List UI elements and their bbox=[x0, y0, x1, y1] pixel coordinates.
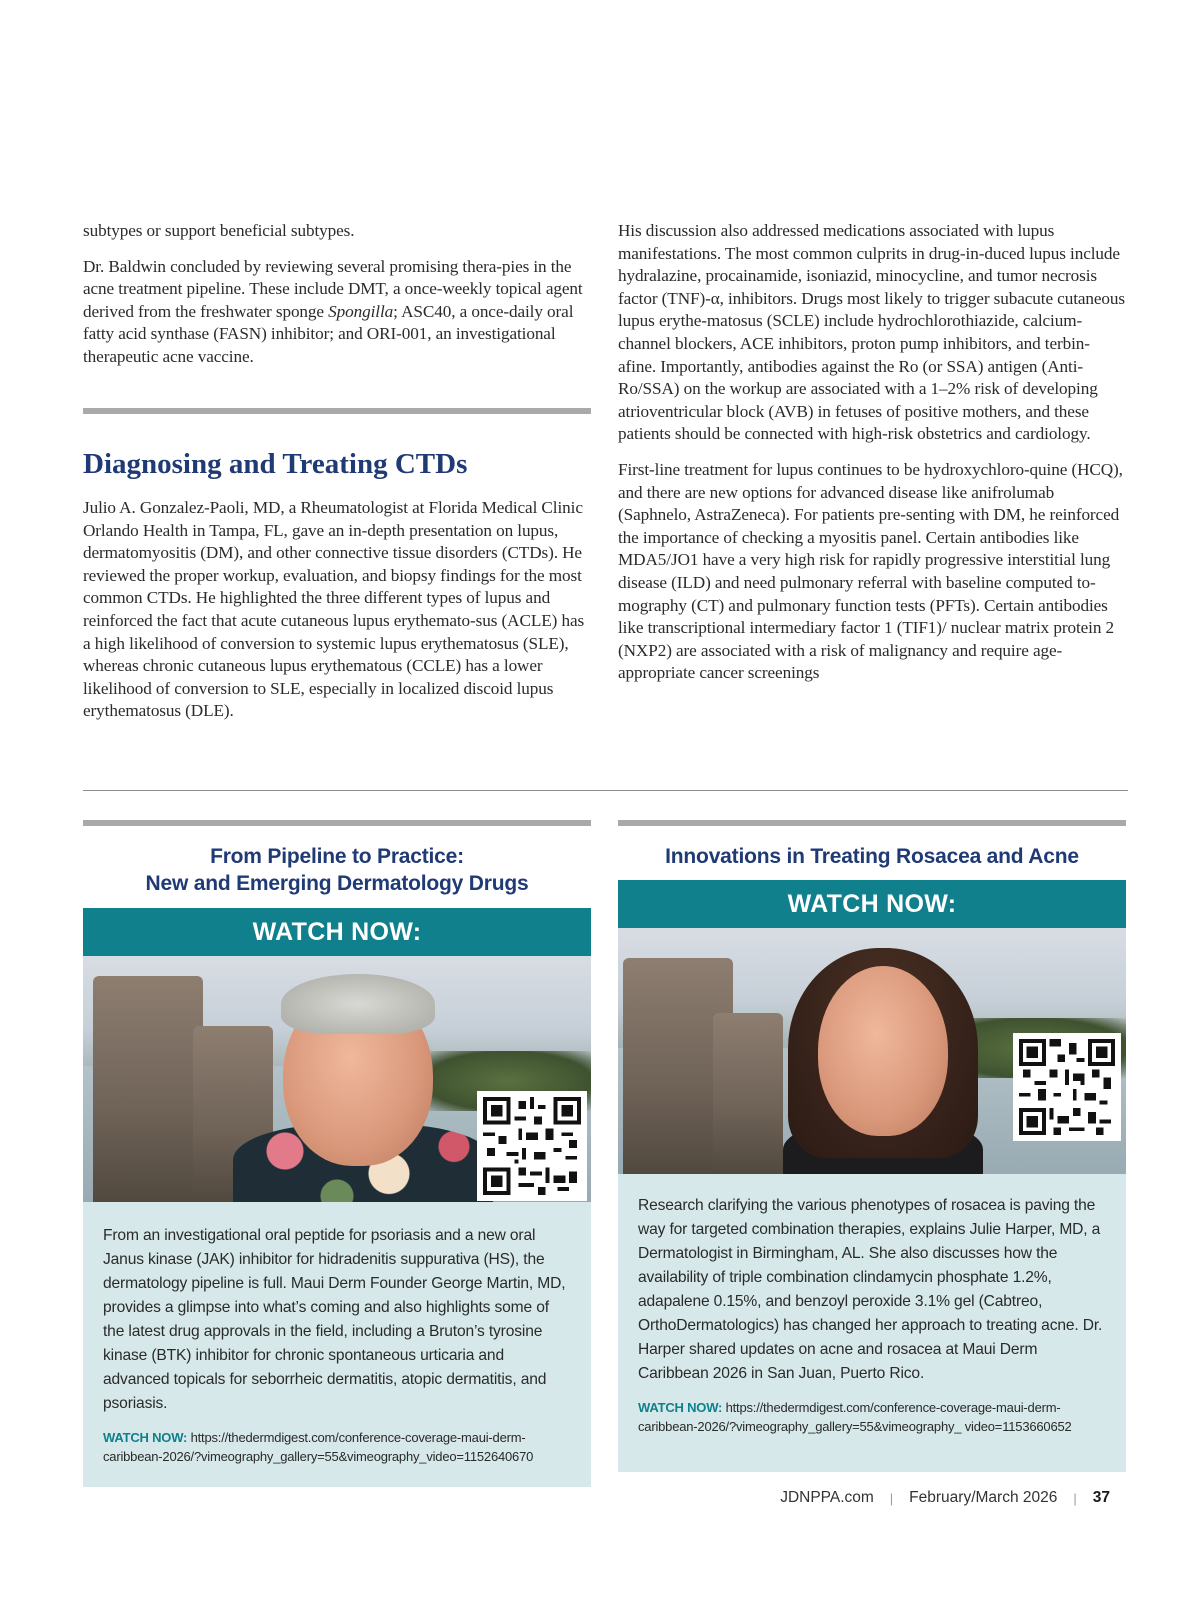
left-para-2-b: ; ASC40, a once-daily oral fatty acid synthase (FASN) inhibitor; and ORI-001, an investigational therapeutic acne vaccine. bbox=[83, 301, 574, 366]
julie-harper-photo[interactable] bbox=[618, 928, 1126, 1174]
page-number: 37 bbox=[1092, 1489, 1110, 1506]
right-para-2: First-line treatment for lupus continues to be hydroxychloro-quine (HCQ), and there are new options for advanced disease like anifrolumab (Saphnelo, AstraZeneca). For patients pre-senting with DM, he reinforced the importance of checking a myositis panel. Certain antibodies like MDA5/JO1 have a very high risk for rapidly progressive interstitial lung disease (ILD) and need pulmonary referral with baseline computed to-mography (CT) and pulmonary function tests (PFTs). Certain antibodies like transcriptional intermediary factor 1 (TIF1)/ nuclear matrix protein 2 (NXP2) are associated with a risk of malignancy and require age-appropriate cancer screenings bbox=[618, 459, 1123, 683]
footer-issue: February/March 2026 bbox=[909, 1489, 1058, 1506]
page-divider bbox=[83, 790, 1128, 791]
box-right-link-label: WATCH NOW: bbox=[638, 1400, 723, 1415]
left-column-lower bbox=[83, 497, 591, 736]
george-martin-photo[interactable] bbox=[83, 956, 591, 1202]
qr-code-icon[interactable] bbox=[1013, 1033, 1121, 1141]
box-left-link-url[interactable]: https://thedermdigest.com/conference-coverage-maui-derm-caribbean-2026/?vimeography_gallery=55&vimeography_video=1152640670 bbox=[103, 1430, 534, 1464]
box-right-body bbox=[618, 1174, 1126, 1472]
section-divider bbox=[83, 408, 591, 414]
qr-code-icon[interactable] bbox=[477, 1091, 587, 1201]
left-column bbox=[83, 220, 591, 382]
box-right-watch-banner[interactable]: WATCH NOW: bbox=[618, 880, 1126, 928]
box-left-link[interactable] bbox=[103, 1428, 571, 1466]
left-para-1: subtypes or support beneficial subtypes. bbox=[83, 221, 355, 240]
box-right-top-rule bbox=[618, 820, 1126, 826]
footer-separator: | bbox=[1073, 1490, 1077, 1506]
left-para-2-italic: Spongilla bbox=[328, 301, 394, 321]
box-right-link[interactable] bbox=[638, 1398, 1106, 1436]
box-left-title-line2: New and Emerging Dermatology Drugs bbox=[145, 872, 529, 895]
box-left-watch-banner[interactable]: WATCH NOW: bbox=[83, 908, 591, 956]
box-left-title-line1: From Pipeline to Practice: bbox=[210, 845, 464, 868]
left-para-2 bbox=[83, 256, 591, 369]
box-left-link-label: WATCH NOW: bbox=[103, 1430, 188, 1445]
left-para-2-a: Dr. Baldwin concluded by reviewing several promising thera-pies in the acne treatment pipeline. These include DMT, a once-weekly topical agent derived from the freshwater sponge bbox=[83, 256, 583, 321]
footer-separator: | bbox=[889, 1490, 894, 1506]
box-left-title bbox=[83, 843, 591, 897]
box-right-description: Research clarifying the various phenotypes of rosacea is paving the way for targeted combination therapies, explains Julie Harper, MD, a Dermatologist in Birmingham, AL. She also discusses how the availability of triple combination clindamycin phosphate 1.2%, adapalene 0.15%, and benzoyl peroxide 3.1% gel (Cabtreo, OrthoDermatologics) has changed her approach to treating acne. Dr. Harper shared updates on acne and rosacea at Maui Derm Caribbean 2026 in San Juan, Puerto Rico. bbox=[638, 1197, 1103, 1382]
right-column bbox=[618, 220, 1126, 698]
box-right-link-url[interactable]: https://thedermdigest.com/conference-coverage-maui-derm-caribbean-2026/?vimeography_gallery=55&vimeography_ video=1153660652 bbox=[638, 1400, 1072, 1434]
box-left-top-rule bbox=[83, 820, 591, 826]
page-footer bbox=[780, 1489, 1110, 1507]
box-right-title: Innovations in Treating Rosacea and Acne bbox=[665, 845, 1079, 868]
left-para-3: Julio A. Gonzalez-Paoli, MD, a Rheumatologist at Florida Medical Clinic Orlando Health in Tampa, FL, gave an in-depth presentation on lupus, dermatomyositis (DM), and other connective tissue disorders (CTDs). He reviewed the proper workup, evaluation, and biopsy findings for the most common CTDs. He highlighted the three different types of lupus and reinforced the fact that acute cutaneous lupus erythemato-sus (ACLE) has a high likelihood of conversion to systemic lupus erythematosus (SLE), whereas chronic cutaneous lupus erythematous (CCLE) has a lower likelihood of conversion to SLE, especially in localized discoid lupus erythematosus (DLE). bbox=[83, 498, 585, 721]
section-heading: Diagnosing and Treating CTDs bbox=[83, 448, 468, 480]
right-para-1: His discussion also addressed medications associated with lupus manifestations. The most common culprits in drug-in-duced lupus include hydralazine, procainamide, isoniazid, minocycline, and tumor necrosis factor (TNF)-α, inhibitors. Drugs most likely to trigger subacute cutaneous lupus erythe-matosus (SCLE) include hydrochlorothiazide, calcium-channel blockers, ACE inhibitors, proton pump inhibitors, and terbin-afine. Importantly, antibodies against the Ro (or SSA) antigen (Anti-Ro/SSA) on the workup are associated with a 1–2% risk of developing atrioventricular block (AVB) in fetuses of positive mothers, and these patients should be connected with high-risk obstetrics and cardiology. bbox=[618, 221, 1125, 444]
box-left-description: From an investigational oral peptide for psoriasis and a new oral Janus kinase (JAK) inhibitor for hidradenitis suppurativa (HS), the dermatology pipeline is full. Maui Derm Founder George Martin, MD, provides a glimpse into what’s coming and also highlights some of the latest drug approvals in the field, including a Bruton’s tyrosine kinase (BTK) inhibitor for chronic spontaneous urticaria and advanced topicals for seborrheic dermatitis, atopic dermatitis, and psoriasis. bbox=[103, 1227, 566, 1412]
box-left-body bbox=[83, 1202, 591, 1487]
footer-site[interactable]: JDNPPA.com bbox=[780, 1489, 874, 1506]
